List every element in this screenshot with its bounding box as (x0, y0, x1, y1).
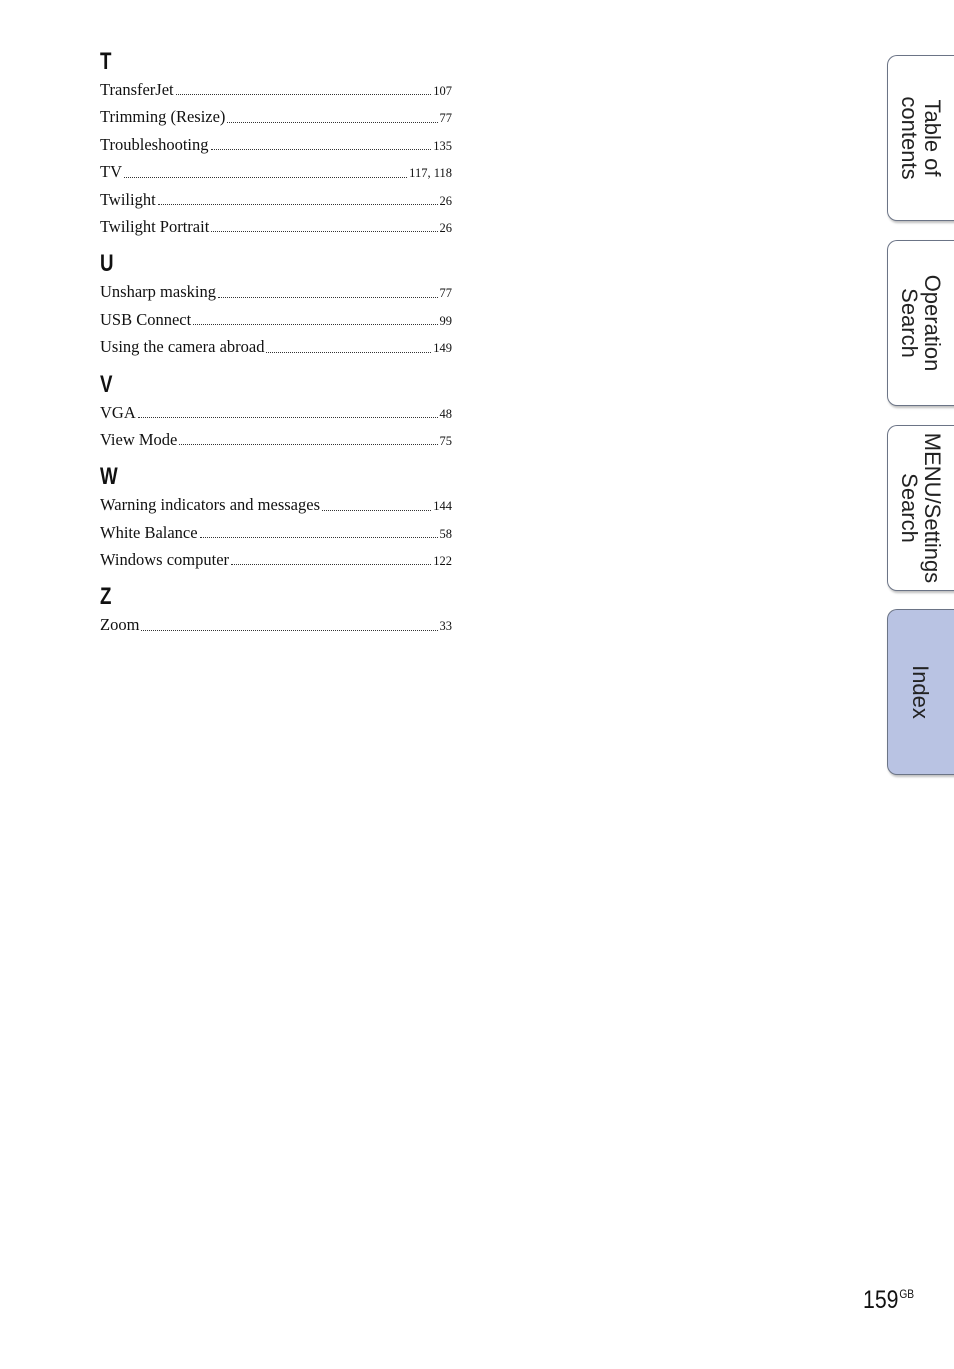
tab-label-line1: Operation (920, 274, 945, 372)
entry-pages[interactable]: 99 (439, 313, 452, 328)
tab-label (888, 610, 954, 774)
entry-term: Twilight Portrait (100, 216, 210, 236)
dot-leader (227, 121, 437, 123)
entry-term: Using the camera abroad (100, 337, 265, 357)
section-letter: Z (100, 583, 112, 611)
entry-term: Zoom (100, 615, 140, 635)
index-entry[interactable] (100, 333, 452, 360)
index-section-v (100, 371, 452, 454)
entry-pages[interactable]: 77 (439, 111, 452, 126)
entry-term: TransferJet (100, 80, 174, 99)
entry-pages[interactable]: 75 (439, 433, 452, 448)
entry-term: View Mode (100, 429, 178, 449)
entry-pages[interactable]: 122 (433, 554, 452, 569)
tab-label-line2: Search (897, 288, 922, 358)
tab-table-of-contents[interactable] (887, 55, 954, 221)
entry-pages[interactable]: 26 (439, 193, 452, 208)
dot-leader (218, 296, 438, 298)
tab-label-line2: contents (897, 96, 922, 180)
tab-label (888, 426, 954, 590)
entry-pages[interactable]: 48 (439, 406, 452, 421)
entry-term: TV (100, 162, 122, 182)
index-entry[interactable] (100, 611, 452, 638)
entry-term: Troubleshooting (100, 134, 209, 154)
tab-label-line1: Index (908, 665, 934, 719)
dot-leader (158, 203, 438, 205)
index-section-z (100, 583, 452, 638)
tab-operation-search[interactable] (887, 240, 954, 406)
dot-leader (211, 230, 437, 232)
dot-leader (138, 416, 438, 418)
section-letter: T (100, 48, 112, 75)
dot-leader (266, 351, 431, 353)
entry-term: White Balance (100, 522, 198, 542)
section-letter: U (100, 250, 114, 278)
index-entry[interactable] (100, 546, 452, 573)
page-number-suffix: GB (899, 1287, 914, 1301)
index-entry[interactable] (100, 519, 452, 546)
entry-pages[interactable]: 149 (433, 341, 452, 356)
dot-leader (124, 176, 407, 178)
section-letter: W (100, 463, 118, 491)
dot-leader (211, 148, 432, 150)
page-number-value: 159 (862, 1286, 899, 1314)
tab-label-line2: Search (897, 473, 922, 543)
index-section-u (100, 250, 452, 360)
entry-term: Trimming (Resize) (100, 107, 226, 127)
entry-pages[interactable]: 58 (439, 526, 452, 541)
index-section-t (100, 48, 452, 240)
index-entry[interactable] (100, 186, 452, 213)
index-column (100, 48, 452, 639)
entry-term: USB Connect (100, 309, 192, 329)
entry-pages[interactable]: 77 (439, 286, 452, 301)
entry-term: Warning indicators and messages (100, 495, 320, 515)
entry-pages[interactable]: 33 (439, 619, 452, 634)
entry-pages[interactable]: 117, 118 (409, 166, 452, 181)
index-entry[interactable] (100, 399, 452, 426)
entry-term: Windows computer (100, 550, 230, 570)
dot-leader (179, 443, 437, 445)
entry-pages[interactable]: 107 (433, 84, 452, 98)
entry-pages[interactable]: 144 (433, 499, 452, 514)
tab-label-line1: Table of (920, 99, 945, 177)
index-entry[interactable] (100, 426, 452, 453)
entry-pages[interactable]: 26 (439, 220, 452, 235)
tab-menu-settings-search[interactable] (887, 425, 954, 591)
dot-leader (200, 536, 438, 538)
entry-term: Twilight (100, 189, 156, 209)
index-entry[interactable] (100, 306, 452, 333)
page-number (863, 1286, 914, 1315)
tab-label (888, 56, 954, 220)
entry-term: Unsharp masking (100, 282, 216, 302)
index-entry[interactable] (100, 158, 452, 185)
section-letter: V (100, 370, 113, 398)
entry-pages[interactable]: 135 (433, 138, 452, 153)
entry-term: VGA (100, 402, 136, 422)
tab-label-line1: MENU/Settings (920, 432, 945, 584)
dot-leader (176, 93, 432, 95)
dot-leader (193, 323, 437, 325)
index-entry[interactable] (100, 131, 452, 158)
index-entry[interactable] (100, 103, 452, 130)
index-section-w (100, 463, 452, 573)
index-entry[interactable] (100, 491, 452, 518)
dot-leader (231, 563, 431, 565)
dot-leader (322, 509, 431, 511)
index-entry[interactable] (100, 278, 452, 305)
tab-label (888, 241, 954, 405)
dot-leader (141, 629, 437, 631)
index-entry[interactable] (100, 213, 452, 240)
tab-index[interactable] (887, 609, 954, 775)
index-entry[interactable] (100, 76, 452, 103)
